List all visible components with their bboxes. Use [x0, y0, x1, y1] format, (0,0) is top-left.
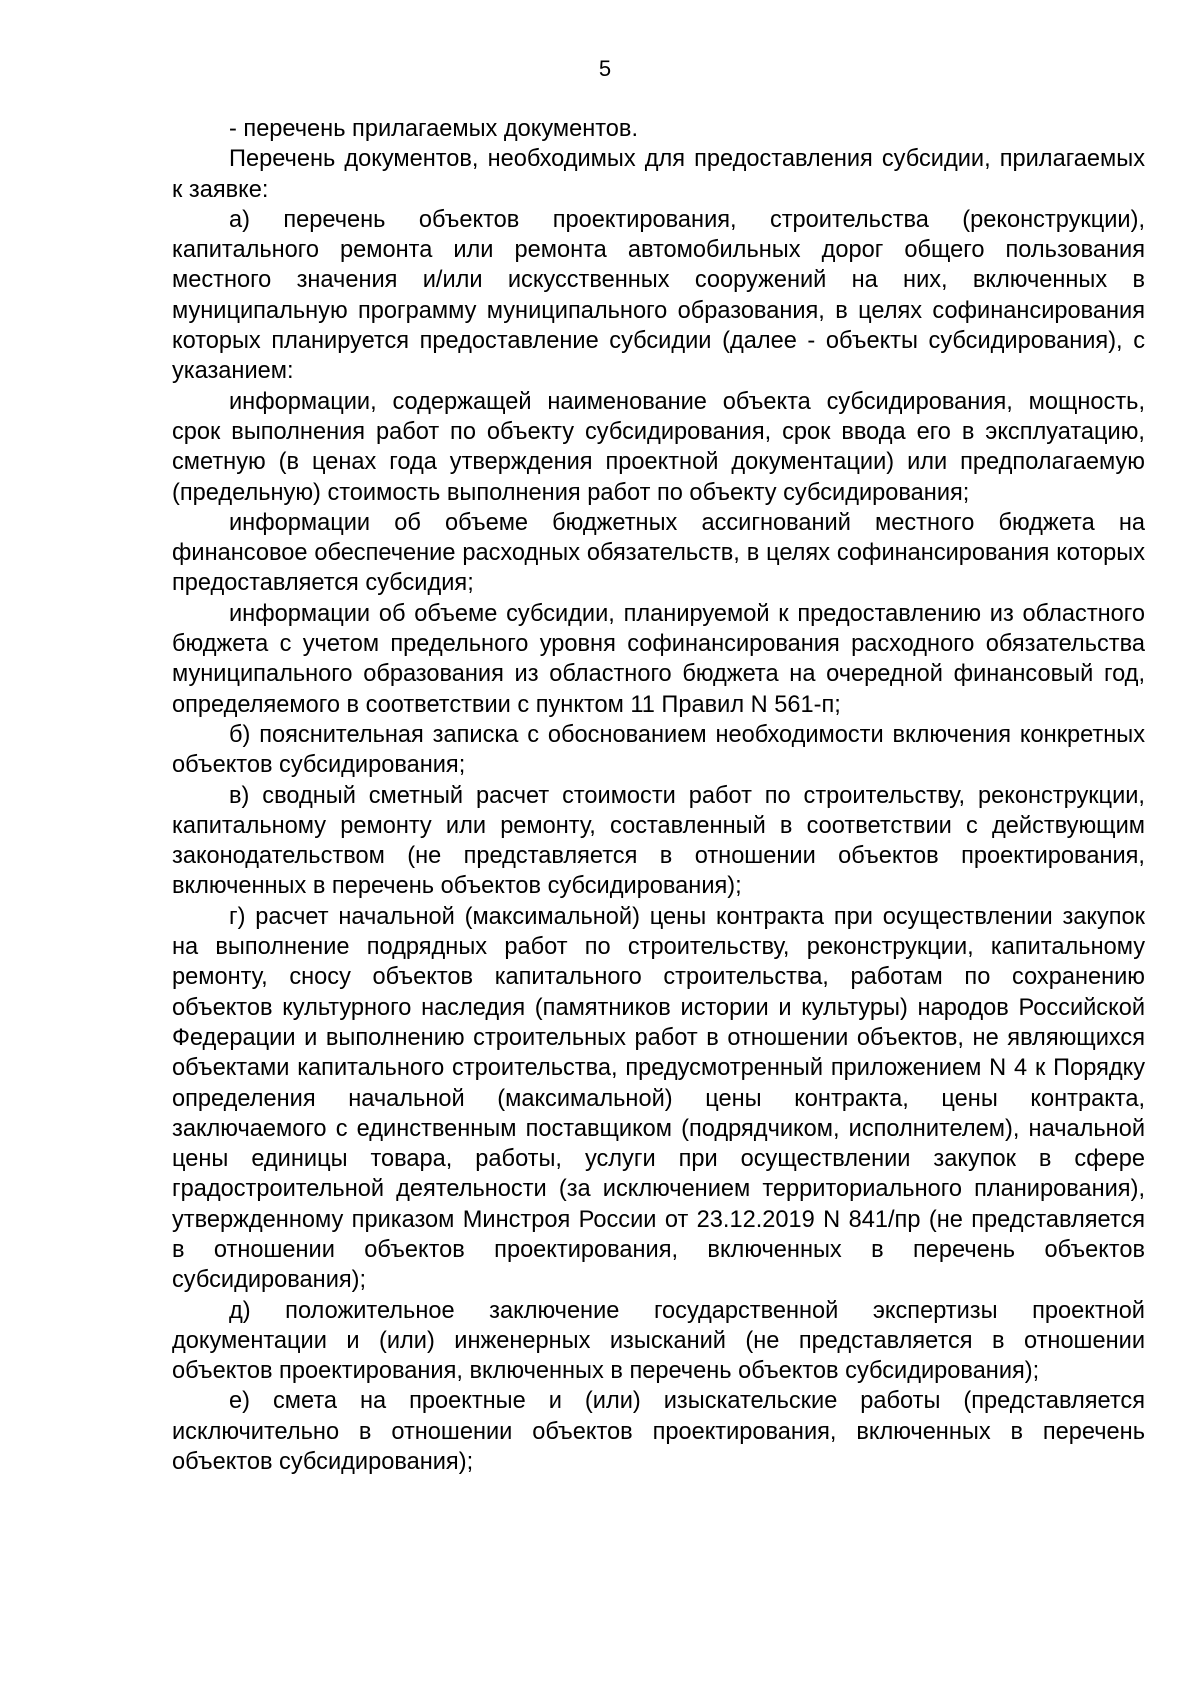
paragraph-item-a: а) перечень объектов проектирования, строительства (реконструкции), капитального ремонта или ремонта автомобильных дорог общего пользования местного значения и/или искусственных сооружений на них, включенных в муниципальную программу муниципального образования, в целях софинансирования которых планируется предоставление субсидии (далее - объекты субсидирования), с указанием: — [172, 206, 1145, 385]
page-number: 5 — [598, 56, 612, 81]
paragraph-item-b: б) пояснительная записка с обоснованием необходимости включения конкретных объектов субсидирования; — [172, 721, 1145, 779]
paragraph-documents-list-item: - перечень прилагаемых документов. — [229, 116, 639, 142]
paragraph-item-v: в) сводный сметный расчет стоимости работ по строительству, реконструкции, капитальному ремонту или ремонту, составленный в соответствии с действующим законодательством (не представляется в отношении объектов проектирования, включенных в перечень объектов субсидирования); — [172, 782, 1145, 900]
paragraph-documents-intro: Перечень документов, необходимых для предоставления субсидии, прилагаемых к заявке: — [172, 146, 1145, 203]
paragraph-item-g: г) расчет начальной (максимальной) цены контракта при осуществлении закупок на выполнение подрядных работ по строительству, реконструкции, капитальному ремонту, сносу объектов капитального строительства, работам по сохранению объектов культурного наследия (памятников истории и культуры) народов Российской Федерации и выполнению строительных работ в отношении объектов, не являющихся объектами капитального строительства, предусмотренный приложением N 4 к Порядку определения начальной (максимальной) цены контракта, цены контракта, заключаемого с единственным поставщиком (подрядчиком, исполнителем), начальной цены единицы товара, работы, услуги при осуществлении закупок в сфере градостроительной деятельности (за исключением территориального планирования), утвержденному приказом Минстроя России от 23.12.2019 N 841/пр (не представляется в отношении объектов проектирования, включенных в перечень объектов субсидирования); — [172, 903, 1145, 1294]
document-body — [172, 114, 1145, 1477]
paragraph-item-d: д) положительное заключение государственной экспертизы проектной документации и (или) инженерных изысканий (не представляется в отношении объектов проектирования, включенных в перечень объектов субсидирования); — [172, 1297, 1145, 1385]
paragraph-info-budget: информации об объеме бюджетных ассигнований местного бюджета на финансовое обеспечение расходных обязательств, в целях софинансирования которых предоставляется субсидия; — [172, 509, 1145, 597]
paragraph-info-object: информации, содержащей наименование объекта субсидирования, мощность, срок выполнения работ по объекту субсидирования, срок ввода его в эксплуатацию, сметную (в ценах года утверждения проектной документации) или предполагаемую (предельную) стоимость выполнения работ по объекту субсидирования; — [172, 388, 1145, 506]
paragraph-info-subsidy: информации об объеме субсидии, планируемой к предоставлению из областного бюджета с учетом предельного уровня софинансирования расходного обязательства муниципального образования из областного бюджета на очередной финансовый год, определяемого в соответствии с пунктом 11 Правил N 561-п; — [172, 600, 1145, 718]
paragraph-item-e: е) смета на проектные и (или) изыскательские работы (представляется исключительно в отношении объектов проектирования, включенных в перечень объектов субсидирования); — [172, 1388, 1145, 1476]
